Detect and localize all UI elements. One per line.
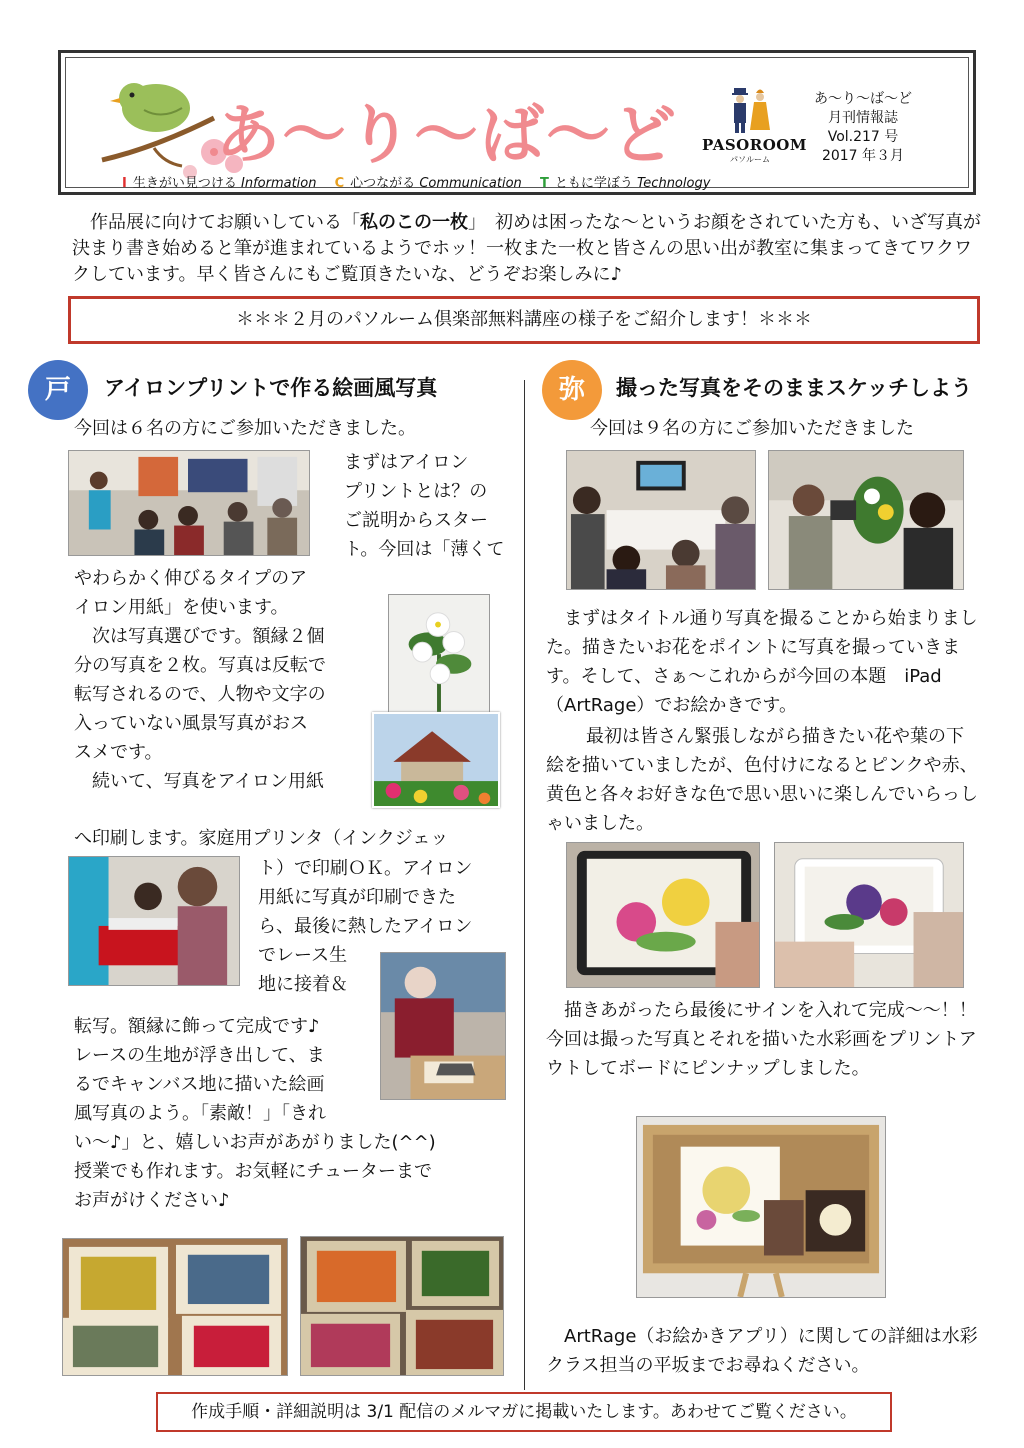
masthead-inner [65, 57, 969, 191]
photo-ironing [380, 952, 506, 1100]
text-line: るでキャンバス地に描いた絵画 [74, 1074, 325, 1095]
text-line: 転写されるので、人物や文字の [74, 684, 326, 705]
tagline-en: Information [241, 176, 317, 191]
photo-framed-works-1 [62, 1238, 288, 1376]
text-line: 授業でも作れます。お気軽にチューターまで [74, 1161, 433, 1182]
text-line: レースの生地が浮き出して、ま [74, 1045, 325, 1066]
left-p4-cont [74, 824, 514, 853]
text-line: 転写。額縁に飾って完成です♪ [74, 1016, 320, 1037]
text-line: 分の写真を２枚。写真は反転で [74, 655, 326, 676]
photo-ipad-drawing-1 [566, 842, 760, 988]
text-line: 入っていない風景写真がおス [74, 713, 308, 734]
photo-printing [68, 856, 240, 986]
right-p1: 今回は９名の方にご参加いただきました [590, 418, 914, 439]
issue-line: あ～り～ば～ど [814, 91, 912, 107]
tagline-en: Technology [636, 176, 711, 191]
logo-figures-icon [702, 80, 798, 136]
photo-ipad-class [566, 450, 756, 590]
section-title-left: アイロンプリントで作る絵画風写真 [104, 376, 438, 400]
tagline-letter: I [122, 176, 127, 191]
photo-taking-pictures [768, 450, 964, 590]
text-line: 用紙に写真が印刷できた [258, 887, 456, 908]
photo-class-presentation [68, 450, 310, 556]
photo-flower-bouquet [388, 594, 490, 728]
tagline-en: Communication [419, 176, 522, 191]
text-line: へ印刷します。家庭用プリンタ（インクジェッ [74, 828, 449, 849]
text-line: ト。今回は「薄くて [344, 539, 505, 560]
text-line: でレース生 [258, 945, 348, 966]
section-title-right: 撮った写真をそのままスケッチしよう [616, 376, 972, 400]
tagline-letter: C [334, 176, 345, 191]
right-p2 [546, 604, 978, 720]
text-line: まずはアイロン [344, 452, 469, 473]
intro-paragraph [72, 210, 982, 288]
tagline-ja: 心つながる [350, 176, 416, 191]
right-p2-text: まずはタイトル通り写真を撮ることから始まりました。描きたいお花をポイントに写真を撮っていきます。そして、さぁ～これからが今回の本題 iPad（ArtRage）でお絵かきです。 [546, 608, 978, 716]
tagline [122, 172, 724, 191]
tagline-ja: ともに学ぼう [554, 176, 633, 191]
tagline-ja: 生きがい見つける [132, 176, 237, 191]
text-line: お声がけください♪ [74, 1190, 230, 1211]
text-line: ご説明からスター [344, 510, 488, 531]
right-p3-text: 最初は皆さん緊張しながら描きたい花や葉の下絵を描いていましたが、色付けになるとピンクや赤、黄色と各々お好きな色で思い思いに楽しんでいらっしゃいました。 [546, 726, 978, 834]
text-line: やわらかく伸びるタイプのア [74, 568, 308, 589]
newsletter-title: あ～り～ば～ど [216, 99, 678, 173]
column-divider [524, 380, 525, 1390]
section-badge-right: 弥 [542, 360, 602, 420]
masthead [58, 50, 976, 195]
intro-bold: 私のこの一枚 [360, 212, 468, 233]
intro-post: 」 初めは困ったな～というお顔をされていた方も、いざ写真が決まり書き始めると筆が進まれているようでホッ！一枚また一枚と皆さんの思い出が教室に集まってきてワクワクしています。早く皆さんにもご覧頂きたいな、どうぞお楽しみに♪ [72, 212, 981, 285]
text-line: い～♪」と、嬉しいお声があがりました(^^) [74, 1132, 436, 1153]
tagline-letter: T [539, 176, 549, 191]
left-p5-lines [74, 1012, 374, 1128]
text-line: 風写真のよう。「素敵！」「きれ [74, 1103, 326, 1124]
text-line: スメです。 [74, 742, 163, 763]
text-line: プリントとは？の [344, 481, 488, 502]
text-line: 次は写真選びです。額縁２個 [92, 626, 325, 647]
right-p4 [546, 996, 978, 1083]
footer-note: 作成手順・詳細説明は 3/1 配信のメルマガに掲載いたします。あわせてご覧ください。 [156, 1392, 892, 1432]
issue-info [788, 90, 938, 166]
right-p4-text: 描きあがったら最後にサインを入れて完成～～！！今回は撮った写真とそれを描いた水彩画をプリントアウトしてボードにピンナップしました。 [546, 1000, 977, 1079]
pasoroom-logo [702, 80, 807, 170]
text-line: 続いて、写真をアイロン用紙 [92, 771, 325, 792]
text-line: ト）で印刷ＯＫ。アイロン [258, 858, 473, 879]
photo-ipad-drawing-2 [774, 842, 964, 988]
photo-pinboard [636, 1116, 886, 1298]
right-p3 [546, 722, 978, 838]
left-p1: 今回は６名の方にご参加いただきました。 [74, 418, 416, 439]
photo-garden-house [372, 712, 500, 808]
text-line: 地に接着＆ [258, 974, 348, 995]
logo-subtext: パソルーム [730, 155, 770, 164]
photo-framed-works-2 [300, 1236, 504, 1376]
left-p2-cont [74, 564, 384, 796]
text-line: イロン用紙」を使います。 [74, 597, 289, 618]
right-p5-text: ArtRage（お絵かきアプリ）に関しての詳細は水彩クラス担当の平坂までお尋ねください。 [546, 1326, 978, 1376]
section-badge-left: 戸 [28, 360, 88, 420]
intro-pre: 作品展に向けてお願いしている「 [90, 212, 360, 233]
left-p5-cont [74, 1128, 514, 1215]
text-line: ら、最後に熱したアイロン [258, 916, 473, 937]
left-p2-lines [344, 448, 514, 564]
right-p5 [546, 1322, 978, 1380]
issue-line: Vol.217 号 [827, 129, 899, 145]
issue-line: 2017 年３月 [821, 148, 905, 164]
issue-line: 月刊情報誌 [828, 110, 898, 126]
announcement-banner: ＊＊＊２月のパソルーム倶楽部無料講座の様子をご紹介します！＊＊＊ [68, 296, 980, 344]
logo-wordmark: PASOROOM [702, 136, 807, 154]
